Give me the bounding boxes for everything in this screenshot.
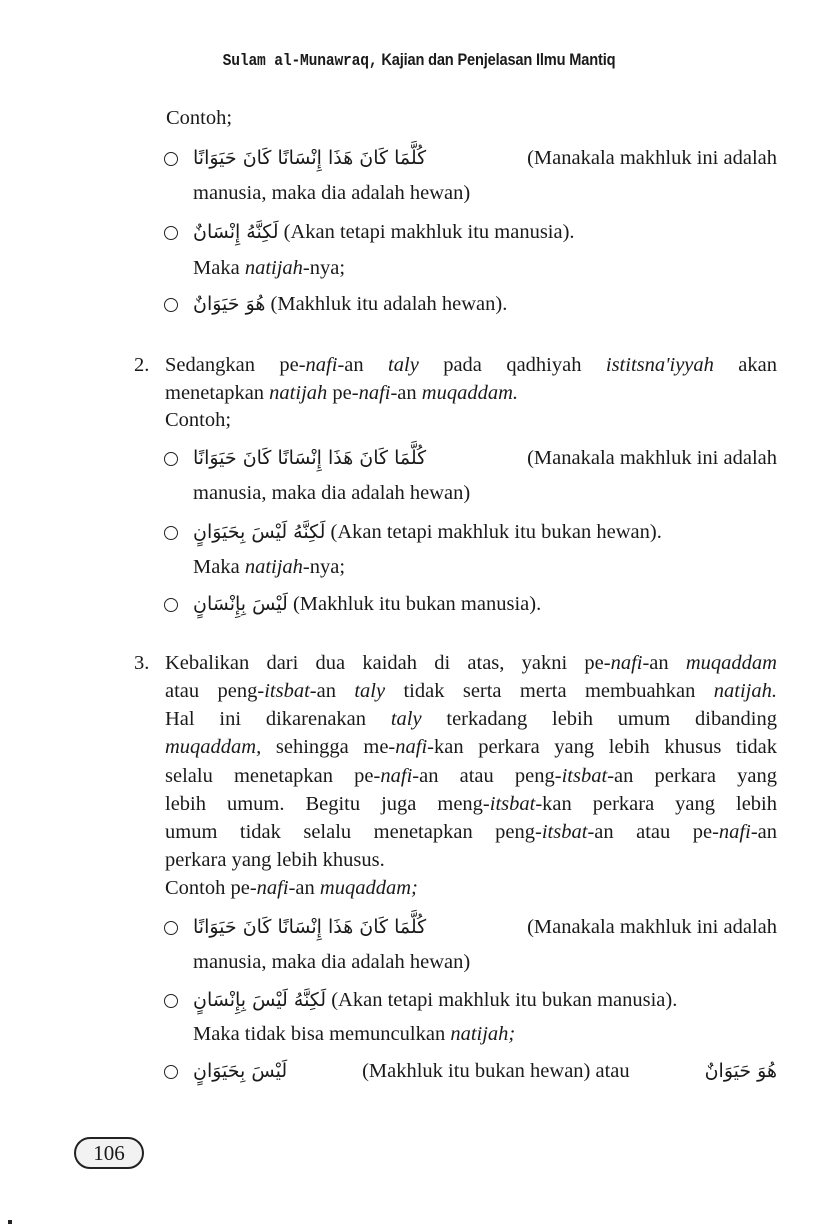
text: -kan perkara yang lebih xyxy=(535,793,777,815)
text: -an atau pe- xyxy=(587,821,719,843)
maka-line xyxy=(193,553,345,581)
translation-continuation: manusia, maka dia adalah hewan) xyxy=(193,182,471,204)
term-natijah: natijah xyxy=(244,556,303,578)
arabic-text: لَكِنَّهُ لَيْسَ بِحَيَوَانٍ xyxy=(193,521,326,543)
page-number: 106 xyxy=(74,1137,144,1169)
term: taly xyxy=(390,708,422,730)
translation-text: (Manakala makhluk ini adalah xyxy=(527,916,777,938)
term: itsbat xyxy=(489,793,536,815)
translation-text: (Akan tetapi makhluk itu bukan manusia). xyxy=(331,989,678,1011)
bullet-icon xyxy=(164,921,178,935)
example-line xyxy=(193,1057,777,1085)
text: menetapkan xyxy=(165,382,270,404)
term: muqaddam; xyxy=(319,877,418,899)
term: natijah xyxy=(269,382,328,404)
text: selalu menetapkan pe- xyxy=(165,765,381,787)
bullet-icon xyxy=(164,1065,178,1079)
bullet-icon xyxy=(164,598,178,612)
term: nafi xyxy=(718,821,751,843)
bullet-icon xyxy=(164,152,178,166)
maka-suffix: -nya; xyxy=(302,257,346,279)
contoh-label: Contoh; xyxy=(166,107,233,129)
text: lebih umum. Begitu juga meng- xyxy=(165,793,490,815)
translation-text: (Akan tetapi makhluk itu bukan hewan). xyxy=(330,521,662,543)
term-natijah: natijah; xyxy=(450,1023,516,1045)
text: tidak serta merta membuahkan xyxy=(385,680,714,702)
item3-line4 xyxy=(165,733,777,761)
text: umum tidak selalu menetapkan peng- xyxy=(165,821,542,843)
running-header xyxy=(59,50,780,71)
maka-text: Maka tidak bisa memunculkan xyxy=(193,1023,451,1045)
term: muqaddam xyxy=(685,652,777,674)
translation-text: (Manakala makhluk ini adalah xyxy=(527,447,777,469)
translation-text: (Makhluk itu bukan manusia). xyxy=(292,593,542,615)
bullet-icon xyxy=(164,994,178,1008)
term: taly xyxy=(354,680,386,702)
translation-continuation: manusia, maka dia adalah hewan) xyxy=(193,951,471,973)
text: -an xyxy=(288,877,320,899)
arabic-text: لَيْسَ بِإِنْسَانٍ xyxy=(193,593,288,615)
item3-line1 xyxy=(165,649,777,677)
term: nafi xyxy=(256,877,289,899)
example-line xyxy=(193,218,575,246)
header-title-rest: Kajian dan Penjelasan Ilmu Mantiq xyxy=(377,50,616,69)
item-number: 3. xyxy=(134,652,150,674)
item3-line3 xyxy=(165,705,777,733)
item3-line7 xyxy=(165,818,777,846)
text: -an xyxy=(309,680,355,702)
term: itsbat xyxy=(541,821,588,843)
translation-text: (Makhluk itu adalah hewan). xyxy=(270,293,508,315)
text: Kebalikan dari dua kaidah di atas, yakni pe- xyxy=(165,652,611,674)
bullet-icon xyxy=(164,226,178,240)
item2-line2 xyxy=(165,379,518,407)
text: -an atau peng- xyxy=(412,765,562,787)
example-line xyxy=(193,913,777,941)
arabic-text: كُلَّمَا كَانَ هَذَا إِنْسَانًا كَانَ حَيَوَانًا xyxy=(193,447,427,469)
arabic-text: لَيْسَ بِحَيَوَانٍ xyxy=(193,1060,288,1082)
maka-text: Maka xyxy=(193,556,245,578)
text: terkadang lebih umum dibanding xyxy=(421,708,777,730)
example-line xyxy=(193,518,662,546)
text: -an xyxy=(390,382,422,404)
maka-suffix: -nya; xyxy=(302,556,346,578)
contoh-label xyxy=(165,874,418,902)
translation-text: (Manakala makhluk ini adalah xyxy=(527,147,777,169)
term: nafi xyxy=(305,354,338,376)
maka-line xyxy=(193,254,345,282)
bullet-icon xyxy=(164,298,178,312)
term: itsbat xyxy=(264,680,310,702)
term: taly xyxy=(388,354,419,376)
term: muqaddam, xyxy=(165,736,262,758)
text: Contoh pe- xyxy=(165,877,257,899)
text: pada qadhiyah xyxy=(418,354,606,376)
text: -an xyxy=(750,821,777,843)
item-number: 2. xyxy=(134,354,150,376)
translation-text: (Makhluk itu bukan hewan) atau xyxy=(362,1060,630,1082)
text: -an xyxy=(337,354,389,376)
term: nafi xyxy=(610,652,643,674)
arabic-text: هُوَ حَيَوَانٌ xyxy=(704,1060,777,1082)
translation-continuation: manusia, maka dia adalah hewan) xyxy=(193,482,471,504)
contoh-label: Contoh; xyxy=(165,409,232,431)
text: akan xyxy=(713,354,777,376)
item3-line2 xyxy=(165,677,777,705)
text: -an perkara yang xyxy=(607,765,777,787)
translation-text: (Akan tetapi makhluk itu manusia). xyxy=(283,221,575,243)
item2-line1 xyxy=(165,351,777,379)
term: istitsna'iyyah xyxy=(605,354,714,376)
example-line xyxy=(193,444,777,472)
term: nafi xyxy=(395,736,428,758)
text: sehingga me- xyxy=(261,736,396,758)
arabic-text: كُلَّمَا كَانَ هَذَا إِنْسَانًا كَانَ حَيَوَانًا xyxy=(193,147,427,169)
term: natijah. xyxy=(713,680,777,702)
example-line xyxy=(193,290,507,318)
example-line xyxy=(193,986,677,1014)
term-natijah: natijah xyxy=(244,257,303,279)
text: -kan perkara yang lebih khusus tidak xyxy=(427,736,777,758)
text: Sedangkan pe- xyxy=(165,354,306,376)
arabic-text: هُوَ حَيَوَانٌ xyxy=(193,293,266,315)
bullet-icon xyxy=(164,526,178,540)
item3-line8: perkara yang lebih khusus. xyxy=(165,849,385,871)
arabic-text: كُلَّمَا كَانَ هَذَا إِنْسَانًا كَانَ حَيَوَانًا xyxy=(193,916,427,938)
arabic-text: لَكِنَّهُ إِنْسَانٌ xyxy=(193,221,279,243)
text: -an xyxy=(642,652,686,674)
text: atau peng- xyxy=(165,680,265,702)
scan-mark xyxy=(8,1220,12,1224)
text: pe- xyxy=(327,382,359,404)
item3-line6 xyxy=(165,790,777,818)
text: Hal ini dikarenakan xyxy=(165,708,391,730)
term: nafi xyxy=(380,765,413,787)
maka-line xyxy=(193,1020,515,1048)
term: itsbat xyxy=(561,765,608,787)
term: nafi xyxy=(358,382,391,404)
bullet-icon xyxy=(164,452,178,466)
header-title-mono: Sulam al-Munawraq, xyxy=(222,52,378,71)
example-line xyxy=(193,590,541,618)
arabic-text: لَكِنَّهُ لَيْسَ بِإِنْسَانٍ xyxy=(193,989,327,1011)
term: muqaddam. xyxy=(421,382,519,404)
item3-line5 xyxy=(165,762,777,790)
example-line xyxy=(193,144,777,172)
maka-text: Maka xyxy=(193,257,245,279)
